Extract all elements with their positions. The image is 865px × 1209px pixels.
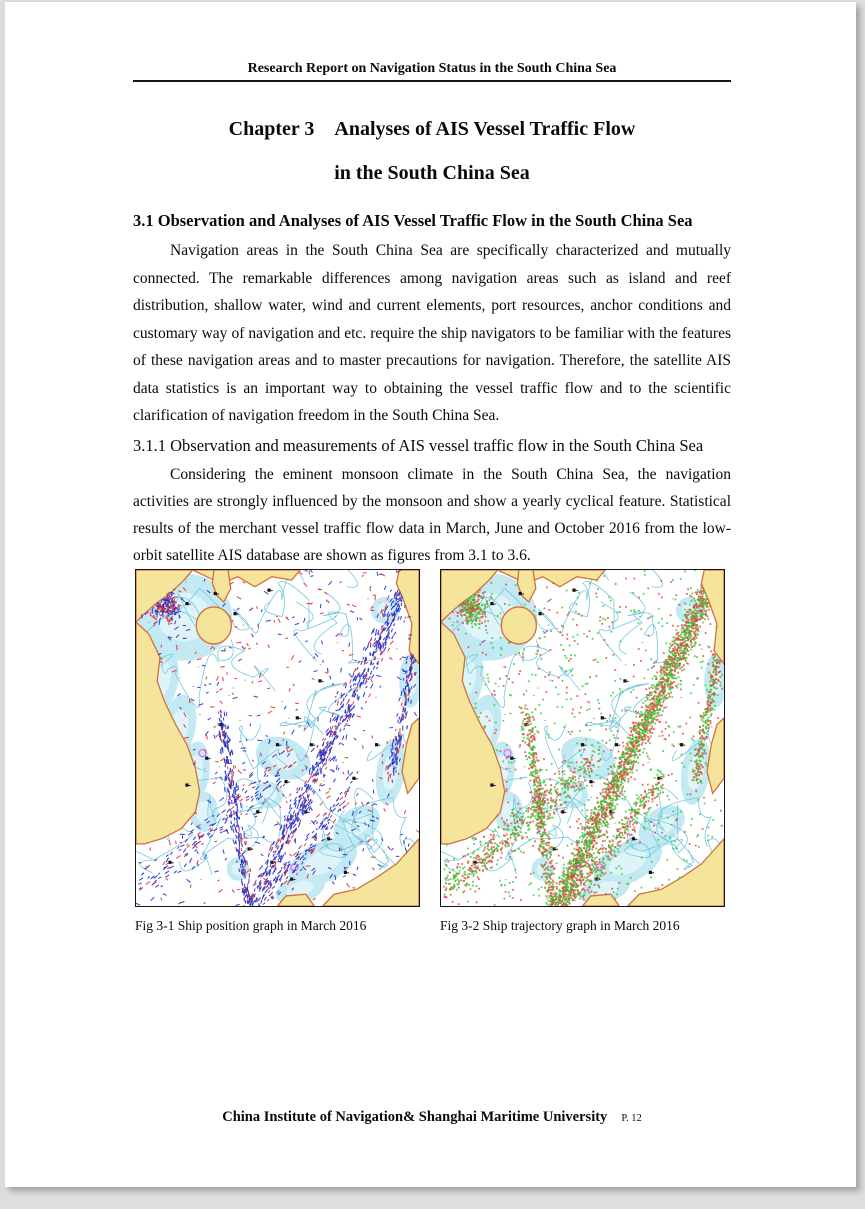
ship-position-map-image xyxy=(135,569,420,907)
running-header-title: Research Report on Navigation Status in the South China Sea xyxy=(247,61,617,76)
figure-3-2-caption: Fig 3-2 Ship trajectory graph in March 2016 xyxy=(440,917,680,933)
section-3-1-heading: 3.1 Observation and Analyses of AIS Vessel Traffic Flow in the South China Sea xyxy=(133,211,693,230)
chapter-title-line2: in the South China Sea xyxy=(334,162,530,184)
figure-ship-trajectory xyxy=(440,569,723,934)
running-header xyxy=(133,2,731,82)
figure-3-1-caption: Fig 3-1 Ship position graph in March 2016 xyxy=(135,917,367,933)
footer-institution: China Institute of Navigation& Shanghai Maritime University xyxy=(222,1109,608,1125)
page-footer xyxy=(133,1108,731,1126)
page-content xyxy=(133,2,731,934)
section-3-1-1-paragraph: Considering the eminent monsoon climate in the South China Sea, the navigation activities are strongly influenced by the monsoon and show a yearly cyclical feature. Statistical results of the merchant vessel traffic flow data in March, June and October 2016 from the low-orbit satellite AIS database are shown as figures from 3.1 to 3.6. xyxy=(133,465,731,564)
section-3-1-paragraph: Navigation areas in the South China Sea are specifically characterized and mutually connected. The remarkable differences among navigation areas such as island and reef distribution, shallow water, wind and current elements, port resources, anchor conditions and customary way of navigation and etc. require the ship navigators to be familiar with the features of these navigation areas and to master precautions for navigation. Therefore, the satellite AIS data statistics is an important way to obtaining the vessel traffic flow and to the scientific clarification of navigation freedom in the South China Sea. xyxy=(133,242,731,424)
figures-row xyxy=(135,569,731,934)
figure-ship-position xyxy=(135,569,418,934)
chapter-title xyxy=(133,107,731,195)
document-page xyxy=(5,2,856,1187)
ship-trajectory-map-image xyxy=(440,569,725,907)
chapter-title-line1: Chapter 3 Analyses of AIS Vessel Traffic Flow xyxy=(228,118,636,140)
footer-page-number: P. 12 xyxy=(621,1113,642,1124)
section-3-1-1-heading: 3.1.1 Observation and measurements of AIS vessel traffic flow in the South China Sea xyxy=(133,435,704,455)
